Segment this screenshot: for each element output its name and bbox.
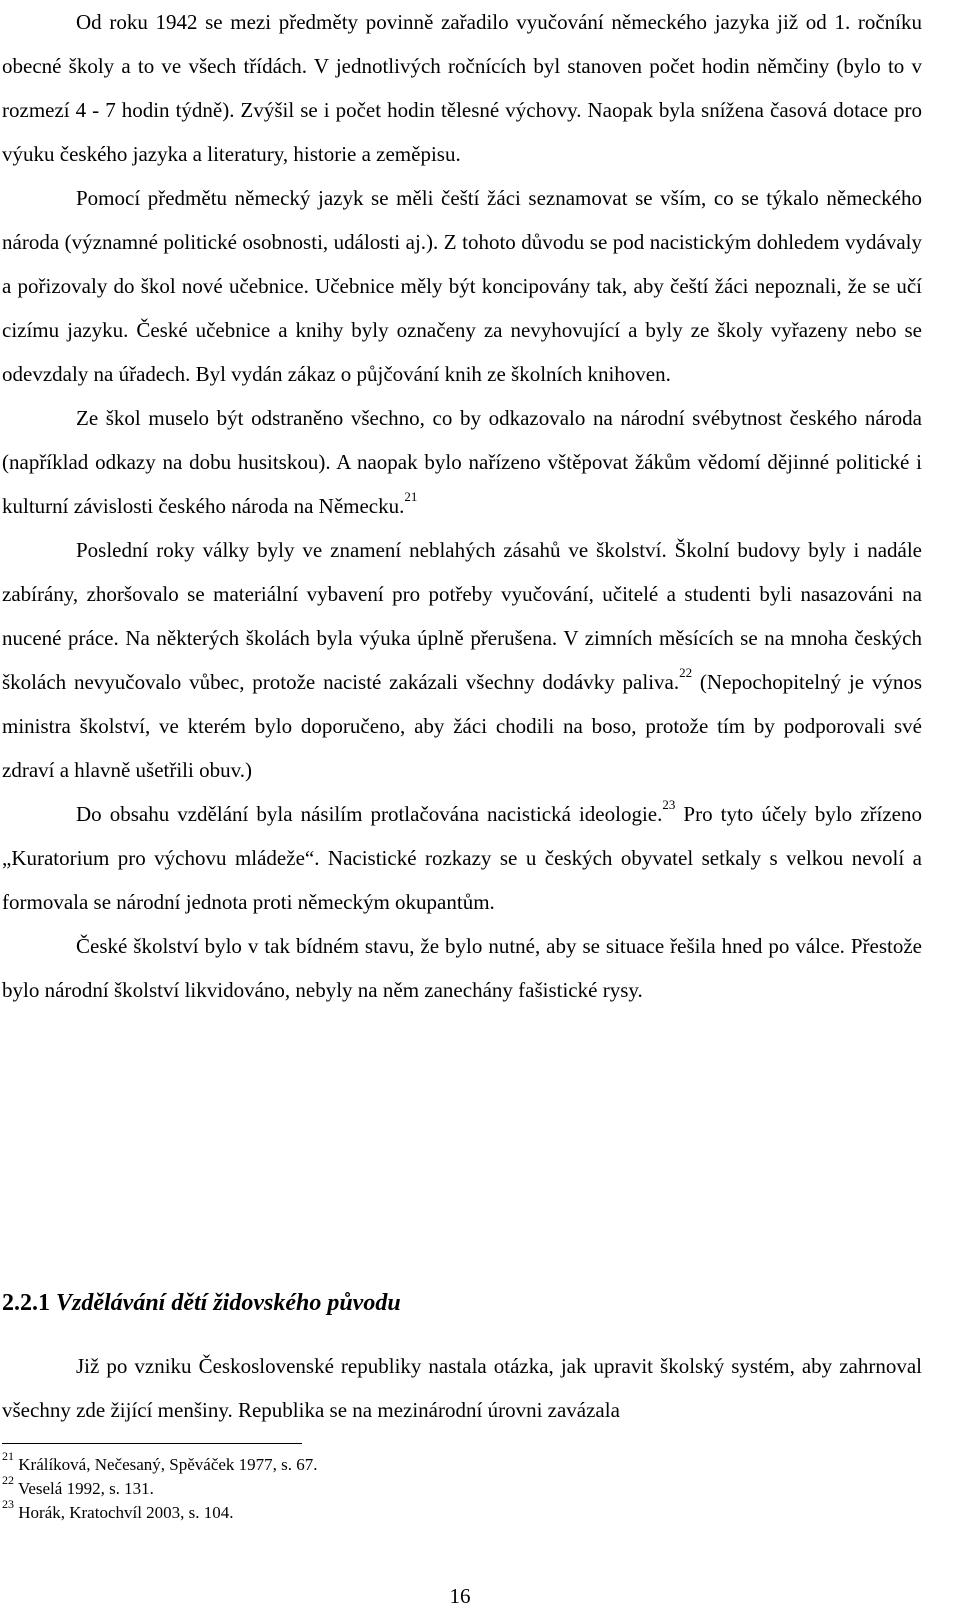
footnote-22 (2, 1473, 318, 1501)
section-heading (2, 1290, 401, 1317)
footnote-text: Horák, Kratochvíl 2003, s. 104. (18, 1503, 234, 1522)
footnote-21 (2, 1449, 318, 1477)
section-number: 2.2.1 (2, 1290, 50, 1316)
section-paragraph-1: Již po vzniku Československé republiky nastala otázka, jak upravit školský systém, aby zahrnoval všechny zde žijící menšiny. Republika se na mezinárodní úrovni zavázala (2, 1354, 922, 1422)
paragraph-5 (2, 792, 922, 924)
footnotes (2, 1449, 318, 1525)
footnote-number: 21 (2, 1449, 14, 1464)
footnote-ref-23[interactable]: 23 (662, 797, 676, 812)
paragraph-2: Pomocí předmětu německý jazyk se měli čeští žáci seznamovat se vším, co se týkalo německého národa (významné politické osobnosti, události aj.). Z tohoto důvodu se pod nacistickým dohledem vydávaly a pořizovaly do škol nové učebnice. Učebnice měly být koncipovány tak, aby čeští žáci nepoznali, že se učí cizímu jazyku. České učebnice a knihy byly označeny za nevyhovující a byly ze školy vyřazeny nebo se odevzdaly na úřadech. Byl vydán zákaz o půjčování knih ze školních knihoven. (2, 186, 922, 386)
footnote-ref-22[interactable]: 22 (679, 665, 693, 680)
footnote-separator (2, 1443, 302, 1444)
footnote-ref-21[interactable]: 21 (404, 489, 418, 504)
footnote-23 (2, 1497, 318, 1525)
paragraph-5-text-a: Do obsahu vzdělání byla násilím protlačována nacistická ideologie. (76, 802, 663, 826)
paragraph-4-text-a: Poslední roky války byly ve znamení neblahých zásahů ve školství. Školní budovy byly i nadále zabírány, zhoršovalo se materiální vybavení pro potřeby vyučování, učitelé a studenti byli nasazováni na nucené práce. Na některých školách byla výuka úplně přerušena. V zimních měsících se na mnoha českých školách nevyučovalo vůbec, protože nacisté zakázali všechny dodávky paliva. (2, 538, 922, 694)
paragraph-4-text-b: (Nepochopitelný je výnos ministra školství, ve kterém bylo doporučeno, aby žáci chodili na boso, protože tím by podporovali své zdraví a hlavně ušetřili obuv.) (2, 670, 923, 782)
section-body (2, 1344, 922, 1432)
page-number: 16 (449, 1584, 471, 1608)
paragraph-5-text-b: Pro tyto účely bylo zřízeno „Kuratorium pro výchovu mládeže“. Nacistické rozkazy se u českých obyvatel setkaly s velkou nevolí a formovala se národní jednota proti německým okupantům. (2, 802, 922, 914)
footnote-number: 23 (2, 1497, 14, 1512)
footnote-text: Králíková, Nečesaný, Spěváček 1977, s. 67. (18, 1455, 318, 1474)
paragraph-6: České školství bylo v tak bídném stavu, že bylo nutné, aby se situace řešila hned po válce. Přestože bylo národní školství likvidováno, nebyly na něm zanechány fašistické rysy. (2, 934, 922, 1002)
paragraph-1: Od roku 1942 se mezi předměty povinně zařadilo vyučování německého jazyka již od 1. ročníku obecné školy a to ve všech třídách. V jednotlivých ročnících byl stanoven počet hodin němčiny (bylo to v rozmezí 4 - 7 hodin týdně). Zvýšil se i počet hodin tělesné výchovy. Naopak byla snížena časová dotace pro výuku českého jazyka a literatury, historie a zeměpisu. (2, 10, 922, 166)
body-text (2, 0, 922, 1012)
footnote-text: Veselá 1992, s. 131. (17, 1479, 154, 1498)
section-title: Vzdělávání dětí židovského původu (56, 1290, 401, 1316)
footnote-number: 22 (2, 1473, 14, 1488)
paragraph-3-text: Ze škol muselo být odstraněno všechno, co by odkazovalo na národní svébytnost českého národa (například odkazy na dobu husitskou). A naopak bylo nařízeno vštěpovat žákům vědomí dějinné politické i kulturní závislosti českého národa na Německu. (2, 406, 922, 518)
paragraph-4 (2, 528, 922, 792)
paragraph-3 (2, 396, 922, 528)
